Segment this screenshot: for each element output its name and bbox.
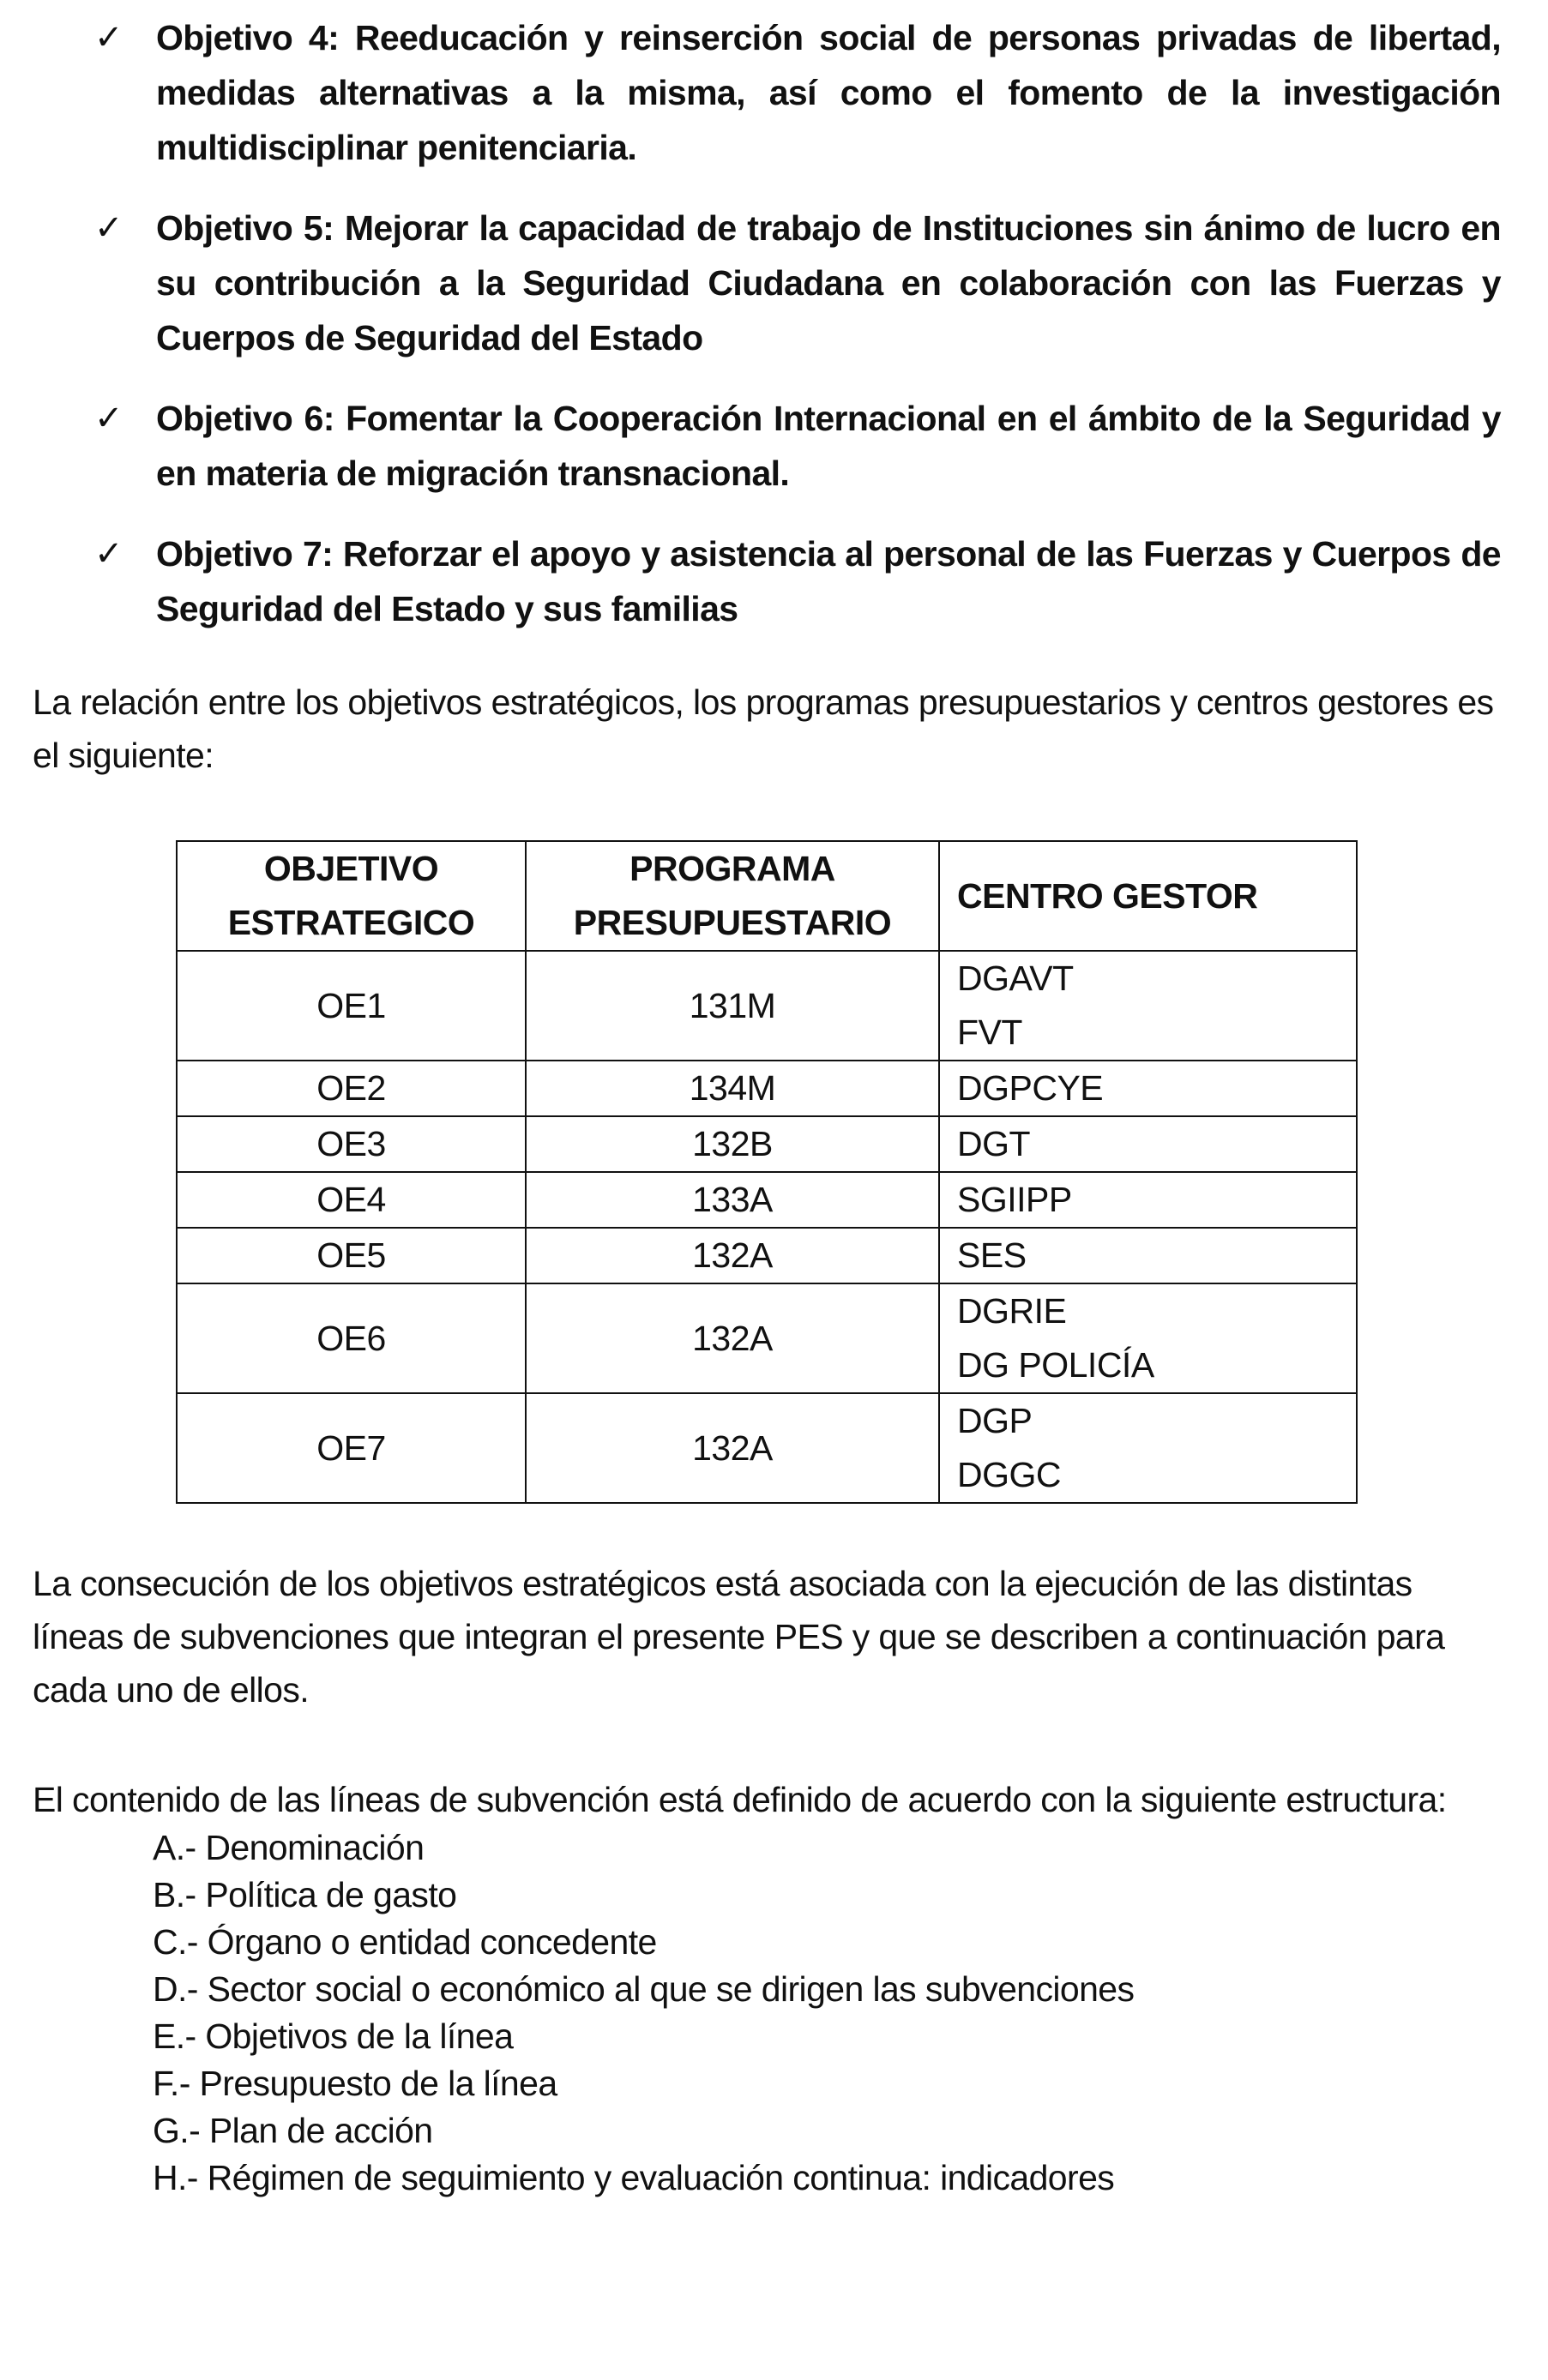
list-item: B.- Política de gasto bbox=[153, 1875, 457, 1914]
objective-item bbox=[94, 526, 1501, 636]
cell-centro bbox=[939, 1393, 1357, 1503]
structure-list bbox=[153, 1824, 1134, 2202]
objective-text: Objetivo 7: Reforzar el apoyo y asistencia al personal de las Fuerzas y Cuerpos de Seguridad del Estado y sus familias bbox=[156, 534, 1501, 628]
objective-text: Objetivo 6: Fomentar la Cooperación Internacional en el ámbito de la Seguridad y en materia de migración transnacional. bbox=[156, 399, 1501, 493]
header-programa: PROGRAMA PRESUPUESTARIO bbox=[526, 841, 939, 951]
checkmark-icon: ✓ bbox=[94, 208, 123, 248]
checkmark-icon: ✓ bbox=[94, 18, 123, 57]
table-row bbox=[177, 1228, 1357, 1283]
cell-programa: 134M bbox=[526, 1061, 939, 1116]
estructura-paragraph: El contenido de las líneas de subvención está definido de acuerdo con la siguiente estructura: bbox=[33, 1780, 1447, 1819]
list-item: F.- Presupuesto de la línea bbox=[153, 2064, 557, 2103]
cell-programa: 132A bbox=[526, 1283, 939, 1393]
cell-programa: 132A bbox=[526, 1393, 939, 1503]
centro-line: DGRIE bbox=[957, 1291, 1067, 1331]
cell-objetivo: OE3 bbox=[177, 1116, 526, 1172]
cell-centro: DGT bbox=[939, 1116, 1357, 1172]
list-item: A.- Denominación bbox=[153, 1828, 425, 1867]
consecucion-paragraph: La consecución de los objetivos estratégicos está asociada con la ejecución de las distintas líneas de subvenciones que integran el presente PES y que se describen a continuación para cada uno de ellos. bbox=[33, 1564, 1445, 1710]
objective-text: Objetivo 5: Mejorar la capacidad de trabajo de Instituciones sin ánimo de lucro en su contribución a la Seguridad Ciudadana en colaboración con las Fuerzas y Cuerpos de Seguridad del Estado bbox=[156, 208, 1501, 358]
list-item: C.- Órgano o entidad concedente bbox=[153, 1922, 657, 1962]
list-item: D.- Sector social o económico al que se dirigen las subvenciones bbox=[153, 1969, 1135, 2009]
list-item: E.- Objetivos de la línea bbox=[153, 2016, 514, 2056]
header-centro: CENTRO GESTOR bbox=[939, 841, 1357, 951]
table-row bbox=[177, 1116, 1357, 1172]
checkmark-icon: ✓ bbox=[94, 534, 123, 574]
cell-programa: 131M bbox=[526, 951, 939, 1061]
table-row bbox=[177, 1172, 1357, 1228]
list-item: G.- Plan de acción bbox=[153, 2111, 433, 2150]
centro-line: DGGC bbox=[957, 1455, 1061, 1494]
centro-line: DG POLICÍA bbox=[957, 1345, 1154, 1385]
checkmark-icon: ✓ bbox=[94, 399, 123, 438]
cell-objetivo: OE2 bbox=[177, 1061, 526, 1116]
cell-programa: 132B bbox=[526, 1116, 939, 1172]
list-item: H.- Régimen de seguimiento y evaluación continua: indicadores bbox=[153, 2158, 1115, 2197]
centro-line: DGP bbox=[957, 1401, 1033, 1440]
cell-centro: SES bbox=[939, 1228, 1357, 1283]
intro-paragraph: La relación entre los objetivos estratégicos, los programas presupuestarios y centros gestores es el siguiente: bbox=[33, 682, 1494, 775]
cell-objetivo: OE7 bbox=[177, 1393, 526, 1503]
table-header-row bbox=[177, 841, 1357, 951]
objective-item bbox=[94, 201, 1501, 365]
cell-centro bbox=[939, 951, 1357, 1061]
objectives-list bbox=[94, 10, 1501, 662]
cell-objetivo: OE6 bbox=[177, 1283, 526, 1393]
cell-centro: DGPCYE bbox=[939, 1061, 1357, 1116]
cell-programa: 132A bbox=[526, 1228, 939, 1283]
centro-line: FVT bbox=[957, 1013, 1022, 1052]
cell-centro bbox=[939, 1283, 1357, 1393]
cell-programa: 133A bbox=[526, 1172, 939, 1228]
table-row bbox=[177, 1061, 1357, 1116]
table-row bbox=[177, 1393, 1357, 1503]
objective-text: Objetivo 4: Reeducación y reinserción social de personas privadas de libertad, medidas alternativas a la misma, así como el fomento de la investigación multidisciplinar penitenciaria. bbox=[156, 18, 1501, 167]
cell-objetivo: OE5 bbox=[177, 1228, 526, 1283]
cell-centro: SGIIPP bbox=[939, 1172, 1357, 1228]
objectives-table bbox=[176, 840, 1358, 1504]
header-objetivo: OBJETIVO ESTRATEGICO bbox=[177, 841, 526, 951]
centro-line: DGAVT bbox=[957, 959, 1074, 998]
table-row bbox=[177, 951, 1357, 1061]
cell-objetivo: OE1 bbox=[177, 951, 526, 1061]
cell-objetivo: OE4 bbox=[177, 1172, 526, 1228]
objective-item bbox=[94, 10, 1501, 175]
objective-item bbox=[94, 391, 1501, 501]
table-row bbox=[177, 1283, 1357, 1393]
